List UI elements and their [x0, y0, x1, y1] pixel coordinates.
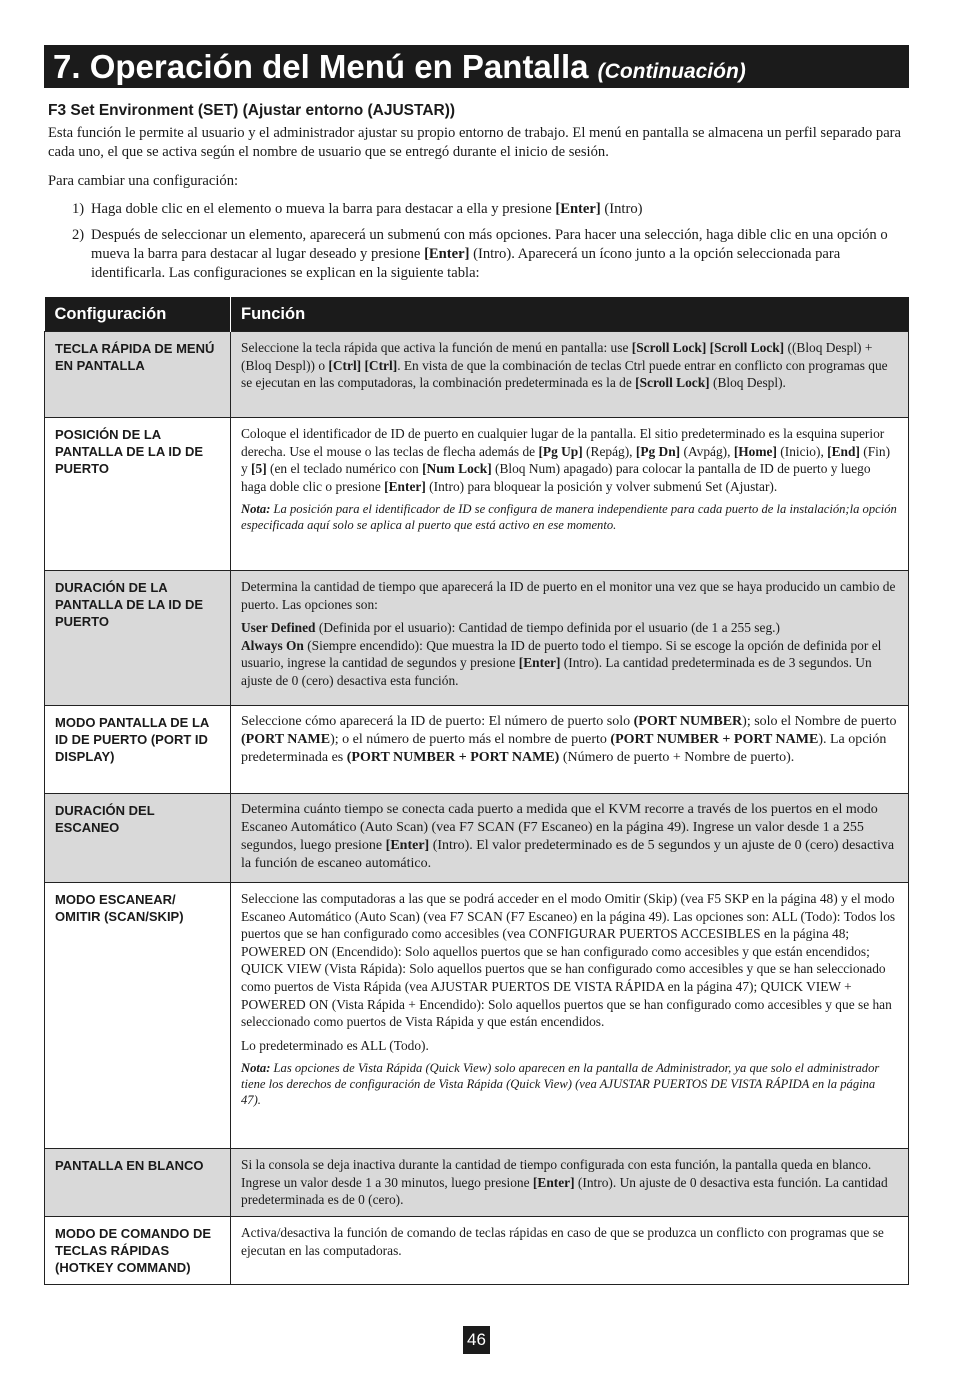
- change-intro: Para cambiar una configuración:: [48, 173, 239, 189]
- desc-text: (Avpág),: [680, 443, 734, 459]
- desc-key: (PORT NUMBER + PORT NAME): [346, 750, 560, 765]
- desc-key: [5]: [251, 461, 267, 477]
- desc-key: Always On: [241, 637, 304, 653]
- step-key: [Enter]: [555, 201, 601, 217]
- table-row: [45, 883, 909, 1149]
- desc-key: (PORT NAME: [241, 732, 331, 747]
- desc-text: (Intro). Un ajuste de 0 desactiva esta función. La cantidad predeterminada es de 0 (cero).: [241, 1174, 888, 1208]
- note-text: La posición para el identificador de ID se configura de manera independiente para cada puerto de la instalación;la opción especificada aquí solo se aplica al puerto que está activo en ese momento.: [241, 502, 897, 533]
- row-label: DURACIÓN DE LA PANTALLA DE LA ID DE PUERTO: [45, 571, 231, 706]
- desc-text: Lo predeterminado es ALL (Todo).: [241, 1037, 429, 1053]
- row-label: DURACIÓN DEL ESCANEO: [45, 794, 231, 883]
- step-text: Después de seleccionar un elemento, aparecerá un submenú con más opciones. Para hacer una selección, haga dible clic en una opción o mueva la barra para destacar al lugar deseado y presione: [91, 227, 888, 262]
- desc-text: . En vista de que la combinación de teclas Ctrl puede entrar en conflicto con programas que se ejecutan en las computadoras, la combinación predeterminada es la de: [241, 357, 888, 391]
- desc-key: User Defined: [241, 620, 316, 636]
- table-row: [45, 332, 909, 418]
- desc-text: (Definida por el usuario): Cantidad de tiempo definida por el usuario (de 1 a 255 seg.): [315, 620, 780, 636]
- desc-text: ((Bloq Despl) + (Bloq Despl)) o: [241, 340, 873, 373]
- desc-text: (en el teclado numérico con: [266, 461, 423, 477]
- row-label: PANTALLA EN BLANCO: [45, 1149, 231, 1217]
- page-title: [44, 45, 909, 88]
- row-description: [231, 883, 909, 1149]
- steps-list: [72, 200, 908, 290]
- note-text: Las opciones de Vista Rápida (Quick View) solo aparecen en la pantalla de Administrador, ya que solo el administrador tiene los derechos de configuración de Vista Rápida (Quick View) (vea AJUSTAR PUERTOS DE VISTA RÁPIDA en la página 47).: [241, 1061, 880, 1108]
- step-key: [Enter]: [424, 246, 470, 262]
- row-description: [231, 706, 909, 794]
- desc-text: Seleccione las computadoras a las que se podrá acceder en el modo Omitir (Skip) (vea F5 SKP en la página 48) y el modo Escaneo Automático (Auto Scan) (vea F7 SCAN (F7 Escaneo) en la página 49). Las opciones son: ALL (Todo): Todos los puertos que se han configurado como accesibles (vea CONFIGURAR PUERTOS ACCESIBLES en la página 48; POWERED ON (Encendido): Solo aquellos puertos que se han configurado como accesibles y que están encendidos; QUICK VIEW (Vista Rápida): Solo aquellos puertos que se han configurado como accesibles y que se han seleccionado como puertos de Vista Rápida (vea AJUSTAR PUERTOS DE VISTA RÁPIDA en la página 47); QUICK VIEW + POWERED ON (Vista Rápida + Encendido): Solo aquellos puertos que se han configurado como accesibles y que se han seleccionado como puertos de Vista Rápida y que están encendidos.: [241, 891, 896, 1030]
- title-main: 7. Operación del Menú en Pantalla: [53, 48, 589, 85]
- row-label: POSICIÓN DE LA PANTALLA DE LA ID DE PUERTO: [45, 418, 231, 571]
- desc-text: ); solo el Nombre de puerto: [742, 714, 897, 729]
- desc-text: (Fin) y: [241, 443, 891, 477]
- desc-text: Coloque el identificador de ID de puerto en cualquier lugar de la pantalla. El sitio predeterminado es la esquina superior derecha. Use el mouse o las teclas de flecha además de: [241, 426, 885, 459]
- desc-key: [Pg Dn]: [635, 443, 681, 459]
- table-row: [45, 1149, 909, 1217]
- note-label: Nota:: [241, 1061, 271, 1076]
- desc-text: (Repág),: [582, 443, 636, 459]
- desc-text: Seleccione la tecla rápida que activa la función de menú en pantalla: use: [241, 340, 632, 355]
- desc-text: (Inicio),: [776, 443, 828, 459]
- desc-key: [Enter]: [532, 1174, 575, 1190]
- step-text: (Intro). Aparecerá un ícono junto a la opción seleccionada para identificarla. Las configuraciones se explican en la siguiente tabla:: [91, 246, 841, 281]
- row-label: MODO DE COMANDO DE TECLAS RÁPIDAS (HOTKEY COMMAND): [45, 1217, 231, 1285]
- step-text: (Intro): [600, 201, 643, 217]
- table-row: [45, 571, 909, 706]
- desc-key: [Enter]: [518, 655, 561, 671]
- list-item: [72, 226, 908, 283]
- desc-text: (Bloq Num) apagado) para colocar la pantalla de ID de puerto y luego haga doble clic o presione: [241, 461, 871, 494]
- step-number: 2): [72, 227, 85, 243]
- desc-text: Activa/desactiva la función de comando de teclas rápidas en caso de que se produzca un conflicto con programas que se ejecutan en las computadoras.: [241, 1225, 884, 1258]
- desc-text: Si la consola se deja inactiva durante la cantidad de tiempo configurada con esta función, la pantalla queda en blanco. Ingrese un valor desde 1 a 30 minutos, luego presione: [241, 1157, 872, 1190]
- intro-paragraph: [48, 124, 910, 162]
- row-description: [231, 794, 909, 883]
- row-description: [231, 571, 909, 706]
- desc-key: [Home]: [733, 443, 777, 459]
- header-function: Función: [231, 297, 909, 332]
- desc-text: Determina cuánto tiempo se conecta cada puerto a medida que el KVM recorre a través de los puertos en el modo Escaneo Automático (Auto Scan) (vea F7 SCAN (F7 Escaneo) en la página 49). Ingrese un valor desde 1 a 255 segundos, luego presione: [241, 802, 878, 853]
- desc-key: [Scroll Lock]: [635, 375, 710, 391]
- intro-text: Esta función le permite al usuario y el administrador ajustar su propio entorno de trabajo. El menú en pantalla se almacena un perfil separado para cada uno, el que se activa según el nombre de usuario que se entregó durante el inicio de sesión.: [48, 125, 902, 160]
- desc-key: (PORT NUMBER: [633, 714, 743, 729]
- desc-key: [Enter]: [384, 478, 426, 494]
- row-label: TECLA RÁPIDA DE MENÚ EN PANTALLA: [45, 332, 231, 418]
- row-description: [231, 1149, 909, 1217]
- section-title: F3 Set Environment (SET) (Ajustar entorno (AJUSTAR)): [48, 102, 456, 119]
- note: [241, 501, 898, 533]
- desc-text: Determina la cantidad de tiempo que aparecerá la ID de puerto en el monitor una vez que se haya producido un cambio de puerto. Las opciones son:: [241, 579, 896, 612]
- row-description: [231, 1217, 909, 1285]
- desc-text: (Número de puerto + Nombre de puerto).: [559, 750, 795, 765]
- table-row: [45, 706, 909, 794]
- desc-text: (Siempre encendido): Que muestra la ID de puerto todo el tiempo. Si se escoge la opción de definida por el usuario, ingrese la cantidad de segundos y presione: [241, 637, 882, 671]
- step-number: 1): [72, 201, 85, 217]
- note-label: Nota:: [241, 502, 271, 517]
- row-description: [231, 332, 909, 418]
- desc-key: [Pg Up]: [538, 443, 583, 459]
- settings-table: [44, 297, 909, 1285]
- table-header-row: [45, 297, 909, 332]
- row-label: MODO ESCANEAR/ OMITIR (SCAN/SKIP): [45, 883, 231, 1149]
- row-description: [231, 418, 909, 571]
- desc-key: [Num Lock]: [422, 461, 492, 477]
- title-suffix: (Continuación): [597, 60, 746, 83]
- step-text: Haga doble clic en el elemento o mueva la barra para destacar a ella y presione: [91, 201, 556, 217]
- desc-text: ). La opción predeterminada es: [241, 732, 887, 765]
- desc-text: (Intro). La cantidad predeterminada es de 3 segundos. Un ajuste de 0 (cero) desactiva esta función.: [241, 655, 872, 688]
- desc-text: (Intro) para bloquear la posición y volver submenú Set (Ajustar).: [425, 478, 778, 494]
- desc-key: (PORT NUMBER + PORT NAME: [610, 732, 819, 747]
- desc-key: [End]: [827, 443, 860, 459]
- header-config: Configuración: [45, 297, 231, 332]
- desc-text: ); o el número de puerto más el nombre de puerto: [330, 732, 611, 747]
- desc-key: [Scroll Lock] [Scroll Lock]: [631, 340, 785, 355]
- desc-text: (Bloq Despl).: [709, 375, 786, 391]
- desc-key: [Enter]: [385, 838, 430, 853]
- page-number: 46: [463, 1326, 490, 1354]
- desc-text: Seleccione cómo aparecerá la ID de puerto: El número de puerto solo: [241, 714, 634, 729]
- desc-text: (Intro). El valor predeterminado es de 5 segundos y un ajuste de 0 (cero) desactiva la función de escaneo automático.: [241, 838, 895, 871]
- row-label: MODO PANTALLA DE LA ID DE PUERTO (PORT ID DISPLAY): [45, 706, 231, 794]
- table-row: [45, 418, 909, 571]
- table-row: [45, 794, 909, 883]
- list-item: [72, 200, 908, 219]
- note: [241, 1060, 898, 1108]
- desc-key: [Ctrl] [Ctrl]: [328, 357, 398, 373]
- table-row: [45, 1217, 909, 1285]
